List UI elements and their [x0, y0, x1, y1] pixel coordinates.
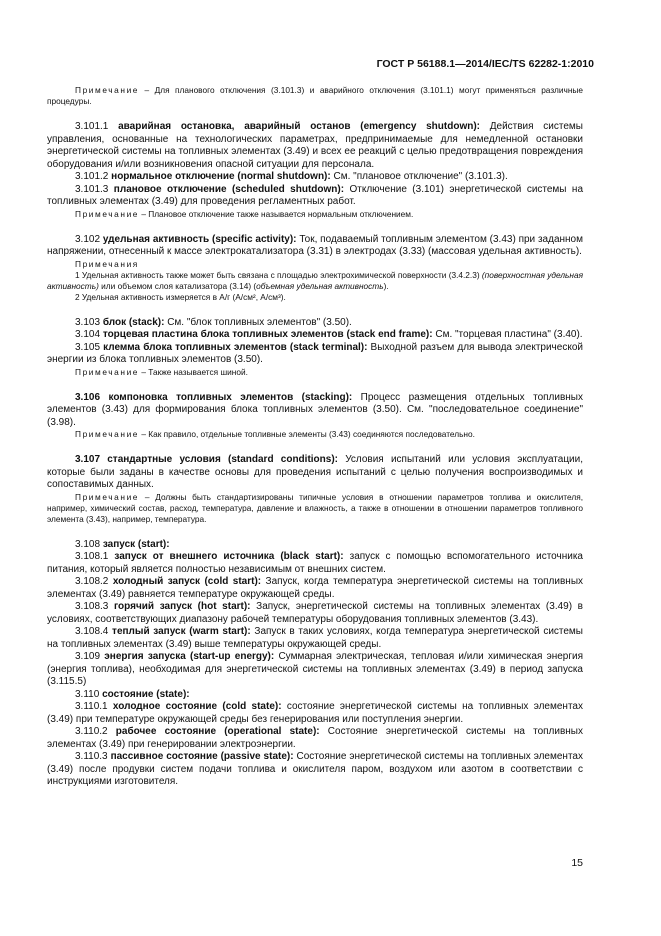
- note-paragraph: [47, 292, 583, 303]
- text-run: Действия системы управления, основанные на технологических параметрах, предпринимаемые для немедленной остановки энергетической системы на топливных элементах (3.49) и всех ее реакций с целью предотвращения повреждения оборудования и/или возникновения опасной ситуации для персонала.: [47, 121, 583, 170]
- text-run: 3.110.2: [75, 726, 116, 737]
- note-paragraph: [47, 492, 583, 525]
- term-heading: энергия запуска (start-up energy):: [104, 651, 275, 662]
- text-run: Запуск, энергетической системы на топливных элементах (3.49) в условиях, соответствующих диапазону рабочей температуры оборудования топливных элементов (3.43).: [47, 601, 583, 625]
- term-heading: 3.106 компоновка топливных элементов (stacking):: [75, 391, 353, 403]
- term-paragraph: [47, 576, 583, 601]
- term-paragraph: [47, 551, 583, 576]
- term-heading: пассивное состояние (passive state):: [110, 751, 294, 762]
- term-paragraph: [47, 651, 583, 689]
- text-run: ).: [383, 280, 389, 291]
- text-run: или объемом слоя катализатора (3.14) (: [98, 280, 257, 291]
- text-run: См. "торцевая пластина" (3.40).: [432, 329, 583, 340]
- term-paragraph: [47, 329, 583, 342]
- text-run: Отключение (3.101) энергетической системы на топливных элементах (3.49) для проведения регламентных работ.: [47, 183, 584, 207]
- text-run: См. "плановое отключение" (3.101.3).: [330, 171, 508, 182]
- text-run: – Плановое отключение также называется нормальным отключением.: [139, 208, 414, 219]
- term-paragraph: [47, 184, 583, 209]
- term-paragraph: [47, 539, 583, 552]
- text-run: Суммарная электрическая, тепловая и/или химическая энергия (энергия топлива), необходимая для энергетической системы на топливных элементах (3.49) в период запуска (3.115.5): [47, 651, 583, 687]
- text-run: 3.103: [75, 316, 103, 328]
- term-paragraph: [47, 689, 583, 702]
- text-run: Выходной разъем для вывода электрической энергии из блока топливных элементов (3.50).: [47, 341, 583, 365]
- text-run: Процесс размещения отдельных топливных элементов (3.43) для формирования блока топливных элементов (3.50). См. "последовательное соединение" (3.98).: [47, 391, 583, 428]
- text-run: Ток, подаваемый топливным элементом (3.43) при заданном напряжении, отнесенный к массе электрокатализатора (3.31) в электродах (3.33) (массовая удельная активность).: [47, 233, 583, 257]
- term-paragraph: [47, 342, 583, 367]
- term-heading: холодный запуск (cold start):: [112, 576, 262, 587]
- text-run: 3.102: [75, 233, 103, 245]
- text-run: 3.108: [75, 538, 103, 550]
- text-run: 3.104: [75, 329, 103, 340]
- term-heading: нормальное отключение (normal shutdown):: [111, 171, 331, 182]
- text-run: 1 Удельная активность также может быть связана с площадью электрохимической поверхности (3.4.2.3): [75, 269, 482, 280]
- term-heading: холодное состояние (cold state):: [112, 701, 282, 712]
- term-heading: аварийная остановка, аварийный останов (emergency shutdown):: [118, 121, 480, 132]
- text-run: – Должны быть стандартизированы типичные условия в отношении параметров топлива и окислителя, например, химический состав, расход, температура, давление и влажность, а также в отношении в отношении параметров топливного элемента (3.43), например, температура.: [47, 491, 583, 524]
- text-run: 3.110.1: [75, 701, 113, 712]
- term-heading: запуск от внешнего источника (black start):: [114, 551, 344, 562]
- text-run: 3.108.3: [75, 601, 115, 612]
- term-heading: клемма блока топливных элементов (stack terminal):: [103, 341, 368, 353]
- text-run: состояние энергетической системы на топливных элементах (3.49) при температуре окружающей среды без генерирования или поступления энергии.: [47, 701, 583, 725]
- term-heading: блок (stack):: [102, 316, 165, 328]
- note-label: Примечание: [75, 85, 140, 95]
- text-run: 3.109: [75, 651, 105, 662]
- text-run: – Как правило, отдельные топливные элементы (3.43) соединяются последовательно.: [139, 429, 475, 439]
- note-paragraph: [47, 85, 583, 107]
- term-paragraph: [47, 121, 583, 171]
- term-heading: теплый запуск (warm start):: [112, 626, 251, 637]
- text-run: (поверхностная удельная активность): [47, 269, 583, 291]
- text-run: 3.101.1: [75, 121, 119, 132]
- text-run: объемная удельная активность: [256, 280, 384, 291]
- note-paragraph: [47, 270, 583, 292]
- term-paragraph: [47, 392, 583, 430]
- page-body: [47, 85, 583, 789]
- page-number: 15: [571, 857, 583, 869]
- note-label: Примечание: [75, 491, 140, 502]
- term-heading: состояние (state):: [102, 688, 190, 700]
- text-run: 3.108.4: [75, 626, 113, 637]
- text-run: 3.105: [75, 341, 104, 353]
- note-label: Примечание: [75, 366, 140, 377]
- text-run: 3.110.3: [75, 751, 111, 762]
- term-heading: запуск (start):: [102, 538, 170, 550]
- term-paragraph: [47, 751, 583, 789]
- text-run: Состояние энергетической системы на топливных элементах (3.49) при генерировании электроэнергии.: [47, 726, 583, 750]
- term-paragraph: [47, 234, 583, 259]
- text-run: 2 Удельная активность измеряется в А/г (А/см², А/см³).: [75, 291, 286, 302]
- term-paragraph: [47, 317, 583, 330]
- note-paragraph: [47, 209, 583, 220]
- text-run: 3.108.1: [75, 551, 115, 562]
- document-header: ГОСТ Р 56188.1—2014/IEC/TS 62282-1:2010: [376, 58, 594, 70]
- term-paragraph: [47, 701, 583, 726]
- term-paragraph: [47, 601, 583, 626]
- term-heading: 3.107 стандартные условия (standard conditions):: [75, 454, 338, 465]
- text-run: запуск с помощью вспомогательного источника питания, который является полностью независимым от внешних систем.: [47, 551, 583, 575]
- term-paragraph: [47, 171, 583, 184]
- term-heading: торцевая пластина блока топливных элементов (stack end frame):: [102, 329, 433, 340]
- term-heading: рабочее состояние (operational state):: [115, 726, 320, 737]
- term-heading: плановое отключение (scheduled shutdown):: [113, 183, 345, 195]
- text-run: 3.110: [75, 688, 103, 700]
- note-label: Примечание: [75, 429, 140, 439]
- term-paragraph: [47, 626, 583, 651]
- text-run: – Для планового отключения (3.101.3) и аварийного отключения (3.101.1) могут применяться различные процедуры.: [47, 85, 583, 106]
- note-paragraph: [47, 367, 583, 378]
- term-heading: удельная активность (specific activity):: [102, 233, 297, 245]
- text-run: 3.101.3: [75, 183, 114, 195]
- term-paragraph: [47, 726, 583, 751]
- note-label: Примечание: [75, 208, 140, 219]
- text-run: Запуск, когда температура энергетической системы на топливных элементах (3.49) равняется температуре окружающей среды.: [47, 576, 584, 600]
- term-heading: горячий запуск (hot start):: [114, 601, 251, 612]
- text-run: 3.108.2: [75, 576, 113, 587]
- text-run: Запуск в таких условиях, когда температура энергетической системы на топливных элементах (3.49) выше температуры окружающей среды.: [47, 626, 583, 650]
- note-paragraph: [47, 429, 583, 440]
- text-run: Состояние энергетической системы на топливных элементах (3.49) после продувки систем подачи топлива и окислителя паром, воздухом или азотом в соответствии с инструкциями изготовителя.: [47, 751, 583, 787]
- text-run: – Также называется шиной.: [139, 366, 248, 377]
- text-run: См. "блок топливных элементов" (3.50).: [164, 316, 352, 328]
- text-run: Условия испытаний или условия эксплуатации, которые были заданы в качестве основы для проведения испытаний с целью получения воспроизводимых и сопоставимых данных.: [47, 454, 583, 490]
- note-paragraph: [47, 259, 583, 270]
- term-paragraph: [47, 454, 583, 492]
- note-label: Примечания: [75, 258, 139, 269]
- text-run: 3.101.2: [75, 171, 112, 182]
